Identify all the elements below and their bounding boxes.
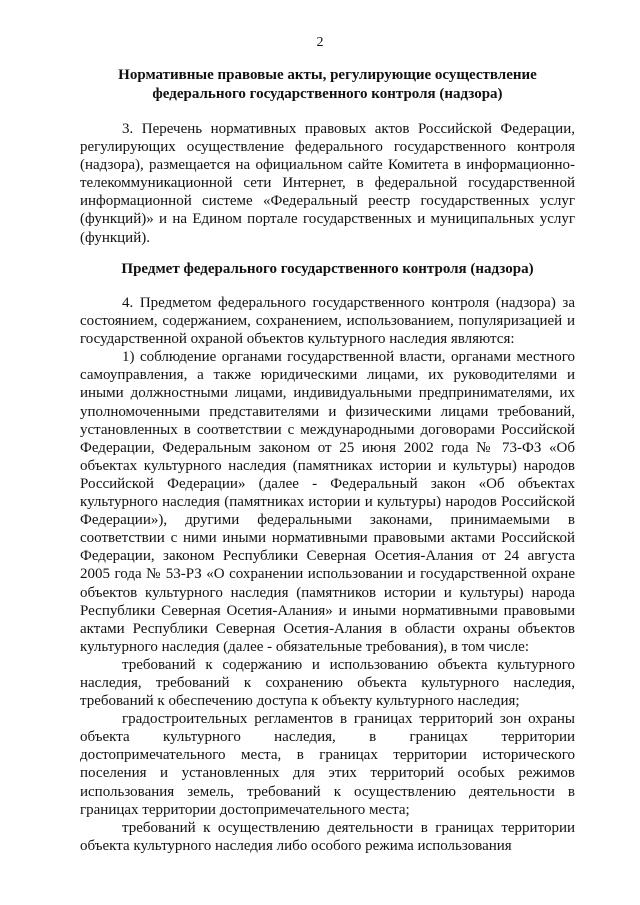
paragraph-4-item-1: 1) соблюдение органами государственной власти, органами местного самоуправления, а также юридическими лицами, их руководителями и иными должностными лицами, индивидуальными предпринимателями, их уполномоченными представителями и физическими лицами требований, установленных в соответствии с международными договорами Российской Федерации, Федеральным законом от 25 июня 2002 года № 73-ФЗ «Об объектах культурного наследия (памятниках истории и культуры) народов Российской Федерации» (далее - Федеральный закон «Об объектах культурного наследия (памятниках истории и культуры) народов Российской Федерации»), другими федеральными законами, принимаемыми в соответствии с ними иными нормативными правовыми актами Российской Федерации, законом Республики Северная Осетия-Алания от 24 августа 2005 года № 53-РЗ «О сохранении использовании и государственной охране объектов культурного наследия (памятников истории и культуры) народа Республики Северная Осетия-Алания» и иными нормативными правовыми актами Республики Северная Осетия-Алания в области охраны объектов культурного наследия (далее - обязательные требования), в том числе: bbox=[80, 349, 575, 655]
paragraph-3-text: 3. Перечень нормативных правовых актов Российской Федерации, регулирующих осуществление федерального государственного контроля (надзора), размещается на официальном сайте Комитета в информационно-телекоммуникационной сети Интернет, в федеральной государственной информационной системе «Федеральный реестр государственных услуг (функций)» и на Едином портале государственных и муниципальных услуг (функций). bbox=[80, 121, 575, 246]
page-number: 2 bbox=[316, 35, 324, 50]
requirements-item-content: требований к содержанию и использованию объекта культурного наследия, требований к сохранению объекта культурного наследия, требований к обеспечению доступа к объекту культурного наследия; bbox=[80, 656, 575, 710]
section-heading-legal-acts: Нормативные правовые акты, регулирующие осуществление федерального государственного контроля (надзора) bbox=[118, 67, 537, 102]
requirements-item-urban: градостроительных регламентов в границах территорий зон охраны объекта культурного наследия, в границах территории достопримечательного места, в границах территории исторического поселения и установленных для этих территорий особых режимов использования земель, требований к осуществлению деятельности в границах территории достопримечательного места; bbox=[80, 711, 575, 818]
section-heading-subject: Предмет федерального государственного контроля (надзора) bbox=[121, 261, 534, 277]
paragraph-4 bbox=[80, 294, 575, 855]
requirements-item-activity: требований к осуществлению деятельности в границах территории объекта культурного наследия либо особого режима использования bbox=[80, 819, 575, 854]
paragraph-4-text: 4. Предметом федерального государственного контроля (надзора) за состоянием, содержанием, сохранением, использованием, популяризацией и государственной охраной объектов культурного наследия являются: bbox=[80, 295, 575, 348]
paragraph-3 bbox=[80, 120, 575, 247]
